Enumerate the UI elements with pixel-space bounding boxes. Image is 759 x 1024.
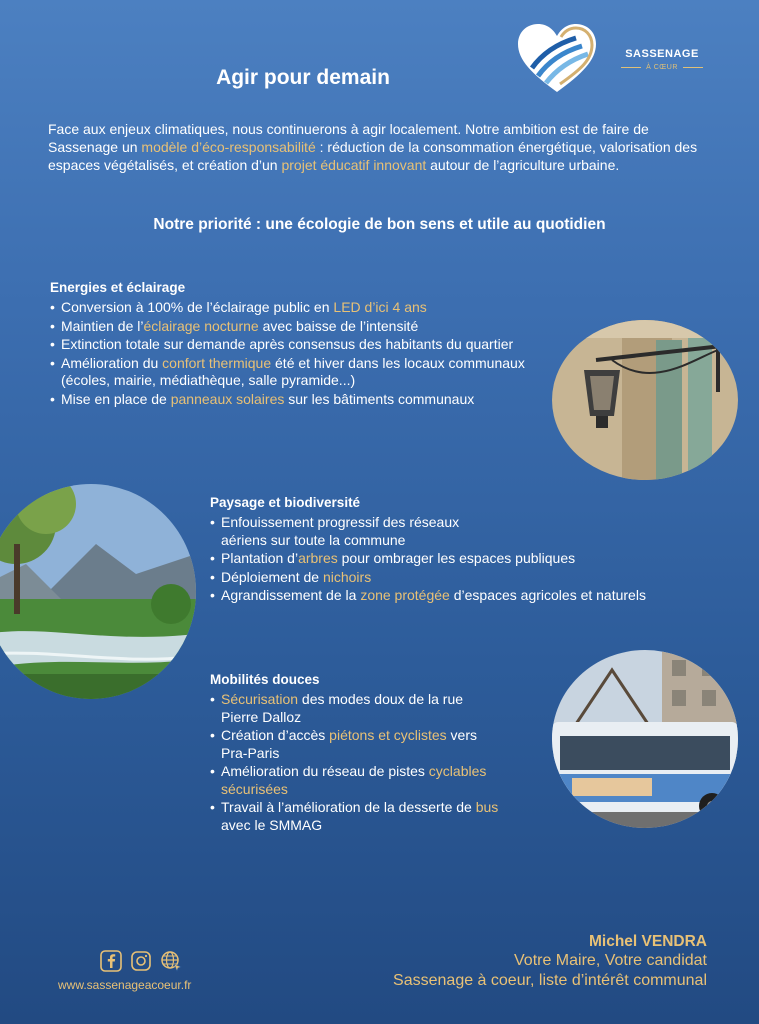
text-run: d’espaces agricoles et naturels — [449, 587, 646, 603]
bus-photo — [552, 650, 738, 828]
text-run: sur les bâtiments communaux — [284, 390, 475, 407]
highlight-text: éclairage nocturne — [143, 317, 259, 334]
highlight-text: panneaux solaires — [170, 390, 285, 407]
highlight-text: projet éducatif innovant — [281, 157, 427, 173]
highlight-text: arbres — [298, 550, 338, 566]
bullet-item — [210, 550, 670, 568]
website-link[interactable]: www.sassenageacoeur.fr — [58, 978, 192, 992]
bullet-item — [210, 569, 670, 587]
highlight-text: bus — [475, 799, 499, 815]
bullet-item — [50, 336, 550, 354]
signature-line-2: Sassenage à coeur, liste d’intérêt communal — [393, 972, 707, 989]
social-links — [100, 950, 182, 972]
text-run: vers — [446, 727, 478, 743]
section-title: Energies et éclairage — [50, 280, 186, 295]
section-title: Mobilités douces — [210, 672, 320, 687]
bullet-item — [50, 391, 550, 409]
river-landscape-photo — [0, 484, 196, 699]
highlight-text: zone protégée — [360, 587, 450, 603]
text-run: Agrandissement de la — [221, 587, 361, 603]
text-run: Travail à l’amélioration de la desserte de — [221, 799, 476, 815]
text-run: aériens sur toute la commune — [221, 531, 406, 548]
bullet-item — [50, 318, 550, 336]
highlight-text: piétons et cyclistes — [329, 727, 447, 743]
text-run: Amélioration du — [61, 354, 163, 371]
instagram-icon[interactable] — [130, 950, 152, 972]
section-title: Paysage et biodiversité — [210, 495, 361, 510]
text-run: Plantation d’ — [221, 550, 299, 566]
signature-name: Michel VENDRA — [589, 933, 707, 950]
bullet-item — [210, 587, 670, 605]
highlight-text: cyclables — [428, 763, 487, 779]
highlight-text: Sécurisation — [221, 691, 299, 707]
text-run: Face aux enjeux climatiques, nous continuerons à agir localement. Notre ambition est de faire de Sassenage un — [48, 121, 649, 155]
section-paysage — [210, 495, 670, 606]
signature-line-1: Votre Maire, Votre candidat — [514, 952, 707, 969]
text-run: Maintien de l’ — [61, 317, 144, 334]
page-title: Agir pour demain — [216, 66, 390, 89]
highlight-text: LED d’ici 4 ans — [333, 299, 427, 315]
bullet-item — [210, 691, 550, 726]
brand-name: SASSENAGE — [625, 48, 699, 60]
priority-heading: Notre priorité : une écologie de bon sens et utile au quotidien — [153, 216, 606, 233]
web-icon[interactable] — [160, 950, 182, 972]
text-run: Conversion à 100% de l’éclairage public en — [61, 299, 334, 315]
signature — [393, 933, 707, 991]
text-run: Mise en place de — [61, 390, 171, 407]
bullet-item — [210, 763, 550, 798]
section-energies — [50, 280, 550, 409]
text-run: avec le SMMAG — [221, 816, 323, 833]
text-run: avec baisse de l’intensité — [258, 317, 419, 334]
highlight-text: modèle d’éco-responsabilité — [141, 139, 316, 155]
text-run: : réduction de la consommation énergétique, valorisation des espaces végétalisés, et création d’un — [48, 139, 698, 173]
text-run: Déploiement de — [221, 568, 323, 585]
bullet-item — [210, 514, 670, 549]
facebook-icon[interactable] — [100, 950, 122, 972]
highlight-text: confort thermique — [162, 354, 272, 371]
text-run: des modes doux de la rue — [298, 691, 464, 707]
text-run: pour ombrager les espaces publiques — [337, 550, 576, 566]
highlight-text: nichoirs — [322, 568, 372, 585]
text-run: Pierre Dalloz — [221, 708, 302, 725]
text-run: Extinction totale sur demande après consensus des habitants du quartier — [61, 336, 514, 352]
bullet-list — [210, 691, 550, 834]
intro-paragraph — [48, 120, 720, 174]
bullet-item — [210, 799, 550, 834]
text-run: autour de l’agriculture urbaine. — [426, 157, 620, 173]
brand-subtitle: À CŒUR — [612, 64, 712, 71]
text-run: Enfouissement progressif des réseaux — [221, 514, 460, 530]
streetlamp-photo — [552, 320, 738, 480]
bullet-item — [50, 355, 550, 390]
text-run: été et hiver dans les locaux communaux (écoles, mairie, médiathèque, salle pyramide...) — [61, 354, 525, 388]
brand — [612, 48, 712, 71]
text-run: Pra-Paris — [221, 744, 280, 761]
bullet-list — [50, 299, 550, 408]
section-mobilites — [210, 672, 550, 835]
text-run: Création d’accès — [221, 727, 330, 743]
text-run: Amélioration du réseau de pistes — [221, 763, 429, 779]
bullet-list — [210, 514, 670, 605]
bullet-item — [210, 727, 550, 762]
highlight-text: sécurisées — [221, 780, 288, 797]
bullet-item — [50, 299, 550, 317]
